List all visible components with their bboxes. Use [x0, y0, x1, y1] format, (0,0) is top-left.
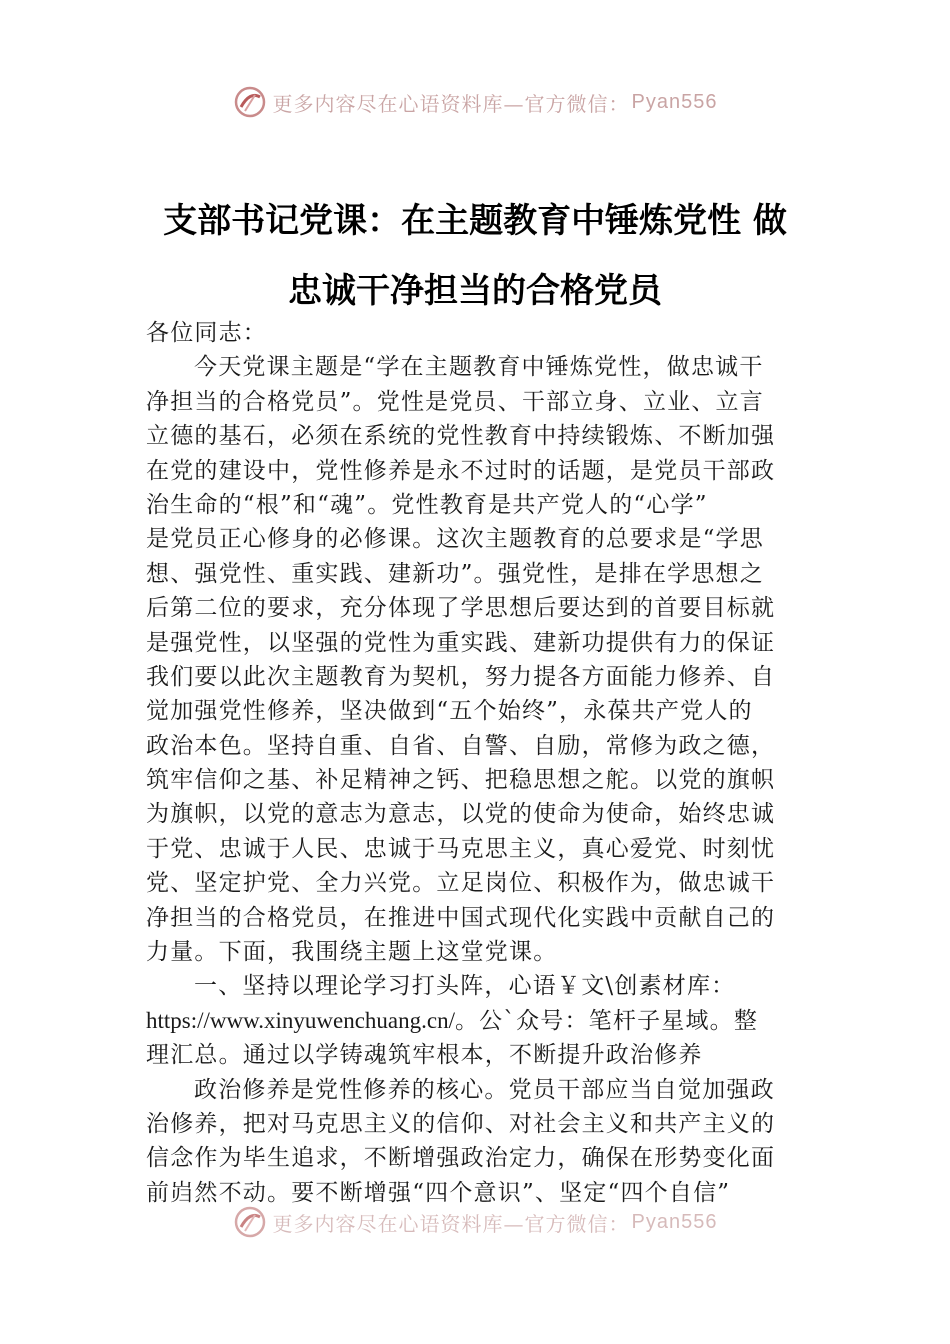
- title-line-1: 支部书记党课：在主题教育中锤炼党性 做: [163, 201, 787, 241]
- watermark-handle: Pyan556: [631, 90, 718, 113]
- body-line: 力量。下面，我围绕主题上这堂党课。: [146, 939, 558, 966]
- section-heading: 一、坚持以理论学习打头阵，心语￥文\创素材库：: [194, 973, 736, 1000]
- watermark-text: 更多内容尽在心语资料库—官方微信：: [272, 91, 630, 116]
- body-line: 净担当的合格党员”。党性是党员、干部立身、立业、立言: [146, 388, 764, 415]
- body-line: 于党、忠诚于人民、忠诚于马克思主义，真心爱党、时刻忧: [146, 835, 776, 862]
- logo-icon: [233, 1205, 267, 1239]
- footer-watermark: [0, 1200, 950, 1244]
- salutation: 各位同志：: [146, 320, 267, 346]
- body-line: 今天党课主题是“学在主题教育中锤炼党性，做忠诚干: [194, 354, 764, 381]
- body-line: 理汇总。通过以学铸魂筑牢根本，不断提升政治修养: [146, 1042, 703, 1069]
- body-line: 我们要以此次主题教育为契机，努力提各方面能力修养、自: [146, 663, 776, 690]
- body-line: 。公`众号：笔杆子星域。整: [454, 1007, 759, 1034]
- document-title: [140, 186, 810, 326]
- body-line: 政治本色。坚持自重、自省、自警、自励，常修为政之德，: [146, 732, 776, 759]
- body-line: 后第二位的要求，充分体现了学思想后要达到的首要目标就: [146, 595, 776, 622]
- watermark-text: 更多内容尽在心语资料库—官方微信：: [272, 1211, 630, 1236]
- body-line: 在党的建设中，党性修养是永不过时的话题，是党员干部政: [146, 457, 776, 484]
- body-line: 净担当的合格党员，在推进中国式现代化实践中贡献自己的: [146, 904, 776, 931]
- logo-icon: [233, 85, 267, 119]
- body-line: 是强党性，以坚强的党性为重实践、建新功提供有力的保证: [146, 629, 776, 656]
- body-line: 为旗帜，以党的意志为意志，以党的使命为使命，始终忠诚: [146, 801, 776, 828]
- body-line: 政治修养是党性修养的核心。党员干部应当自觉加强政: [194, 1076, 775, 1103]
- body-line: 觉加强党性修养，坚决做到“五个始终”，永葆共产党人的: [146, 698, 753, 725]
- body-line: 想、强党性、重实践、建新功”。强党性，是排在学思想之: [146, 560, 764, 587]
- source-url-link[interactable]: https://www.xinyuwenchuang.cn/: [146, 1007, 455, 1033]
- body-line: 前岿然不动。要不断增强“四个意识”、坚定“四个自信”: [146, 1179, 731, 1206]
- body-line: 治生命的“根”和“魂”。党性教育是共产党人的“心学”: [146, 491, 708, 518]
- body-line: 党、坚定护党、全力兴党。立足岗位、积极作为，做忠诚干: [146, 870, 776, 897]
- document-body: [146, 316, 808, 1210]
- body-line: 是党员正心修身的必修课。这次主题教育的总要求是“学思: [146, 526, 764, 553]
- header-watermark: [0, 80, 950, 124]
- url-line: [146, 1004, 808, 1038]
- body-line: 治修养，把对马克思主义的信仰、对社会主义和共产主义的: [146, 1110, 776, 1137]
- body-line: 信念作为毕生追求，不断增强政治定力，确保在形势变化面: [146, 1145, 776, 1172]
- body-line: 筑牢信仰之基、补足精神之钙、把稳思想之舵。以党的旗帜: [146, 767, 776, 794]
- title-line-2: 忠诚干净担当的合格党员: [288, 271, 662, 311]
- watermark-handle: Pyan556: [631, 1210, 718, 1233]
- body-line: 立德的基石，必须在系统的党性教育中持续锻炼、不断加强: [146, 423, 776, 450]
